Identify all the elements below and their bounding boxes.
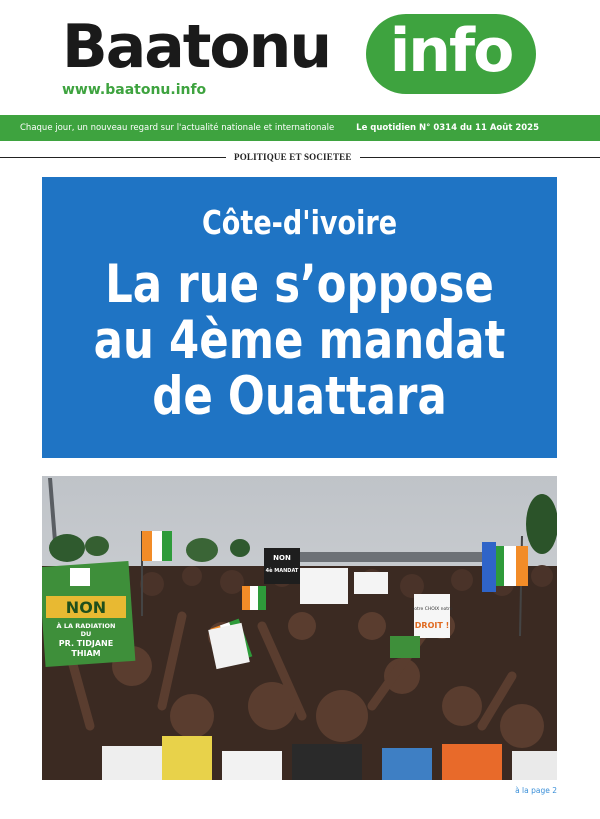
svg-text:DU: DU: [80, 630, 92, 638]
svg-text:4è MANDAT: 4è MANDAT: [265, 568, 299, 574]
logo-info-pill: [366, 14, 536, 94]
svg-text:NON: NON: [273, 554, 291, 562]
protest-illustration: [42, 476, 557, 780]
svg-text:À LA RADIATION: À LA RADIATION: [56, 622, 116, 630]
white-protest-sign-right: [411, 594, 452, 638]
black-protest-sign: [264, 548, 300, 584]
section-label: POLITIQUE ET SOCIETEE: [226, 151, 360, 163]
svg-text:THIAM: THIAM: [71, 649, 101, 658]
logo-wordmark: Baatonu: [62, 12, 331, 82]
issue-number: Le quotidien N° 0314 du 11 Août 2025: [356, 123, 539, 133]
svg-text:NON: NON: [65, 598, 107, 617]
page-reference[interactable]: à la page 2: [515, 786, 557, 795]
svg-text:notre CHOIX notre: notre CHOIX notre: [411, 607, 453, 612]
svg-text:DROIT !: DROIT !: [414, 621, 450, 630]
site-url[interactable]: www.baatonu.info: [62, 82, 207, 98]
headline-box: [42, 177, 557, 458]
protest-photo: [42, 476, 557, 780]
headline-kicker: Côte-d'ivoire: [201, 203, 398, 242]
masthead: [0, 0, 600, 115]
logo-pill-text: info: [389, 16, 513, 86]
svg-text:PR. TIDJANE: PR. TIDJANE: [58, 639, 114, 648]
green-protest-sign: [42, 561, 135, 667]
tagline-band: [0, 115, 600, 141]
tagline: Chaque jour, un nouveau regard sur l'actualité nationale et internationale: [20, 123, 335, 133]
headline-title[interactable]: La rue s’oppose au 4ème mandat de Ouattara: [93, 254, 506, 427]
